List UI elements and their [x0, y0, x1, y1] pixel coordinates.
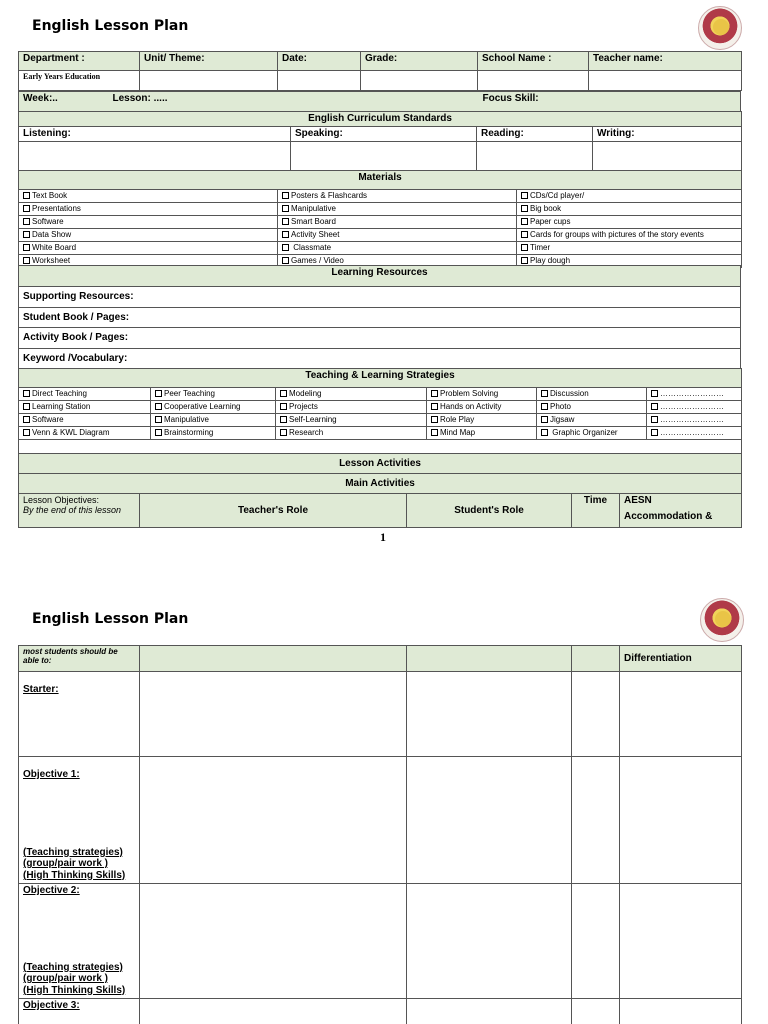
resources-table: [18, 265, 741, 369]
page-number: 1: [380, 530, 386, 544]
strategy-label: Self-Learning: [289, 415, 337, 424]
checkbox-icon[interactable]: [431, 429, 438, 436]
group-work-note: (group/pair work ): [23, 858, 108, 869]
objective-2-label: Objective 2:: [23, 885, 80, 896]
strategy-label: ……………………: [660, 389, 724, 398]
strategy-label: ……………………: [660, 402, 724, 411]
vocabulary-field[interactable]: Keyword /Vocabulary:: [19, 349, 741, 369]
checkbox-icon[interactable]: [521, 205, 528, 212]
checkbox-icon[interactable]: [521, 257, 528, 264]
strategy-checkbox[interactable]: [647, 427, 742, 440]
objective-3-teacher-field[interactable]: [140, 999, 407, 1024]
teacher-role-col: [140, 646, 407, 672]
material-label: Posters & Flashcards: [291, 191, 368, 200]
strategy-checkbox[interactable]: [537, 401, 647, 414]
reading-field[interactable]: [477, 141, 593, 171]
material-checkbox[interactable]: [517, 242, 742, 255]
strategy-checkbox[interactable]: [427, 427, 537, 440]
strategy-checkbox[interactable]: [151, 414, 276, 427]
objective-1-student-field[interactable]: [407, 757, 572, 884]
material-label: Cards for groups with pictures of the story events: [530, 230, 704, 239]
teaching-strategies-note: (Teaching strategies): [23, 846, 123, 858]
material-checkbox[interactable]: [19, 242, 278, 255]
material-checkbox[interactable]: [278, 229, 517, 242]
strategy-label: Software: [32, 415, 64, 424]
page-title-2: English Lesson Plan: [32, 611, 189, 627]
checkbox-icon[interactable]: [155, 403, 162, 410]
strategy-label: Problem Solving: [440, 389, 499, 398]
checkbox-icon[interactable]: [282, 205, 289, 212]
school-name-label: School Name :: [478, 52, 589, 71]
writing-field[interactable]: [593, 141, 742, 171]
curriculum-table: [18, 111, 742, 172]
checkbox-icon[interactable]: [23, 218, 30, 225]
strategy-label: Discussion: [550, 389, 589, 398]
lesson-header-table: [18, 51, 742, 91]
objective-3-time-field[interactable]: [572, 999, 620, 1024]
ministry-logo-icon: [700, 598, 744, 642]
lesson-objectives-label: Lesson Objectives:: [23, 495, 100, 505]
material-label: Timer: [530, 243, 551, 252]
material-checkbox[interactable]: [517, 216, 742, 229]
checkbox-icon[interactable]: [651, 403, 658, 410]
department-value[interactable]: Early Years Education: [19, 71, 140, 91]
unit-theme-label: Unit/ Theme:: [140, 52, 278, 71]
material-checkbox[interactable]: [517, 190, 742, 203]
checkbox-icon[interactable]: [23, 390, 30, 397]
objective-1-differentiation-field[interactable]: [620, 757, 742, 884]
checkbox-icon[interactable]: [282, 192, 289, 199]
focus-skill-label: Focus Skill:: [479, 92, 741, 112]
strategy-label: Jigsaw: [550, 415, 575, 424]
checkbox-icon[interactable]: [23, 192, 30, 199]
checkbox-icon[interactable]: [541, 429, 548, 436]
material-checkbox[interactable]: [278, 242, 517, 255]
strategy-label: Manipulative: [164, 415, 209, 424]
department-label: Department :: [19, 52, 140, 71]
material-label: Big book: [530, 204, 562, 213]
main-activities-title: Main Activities: [19, 474, 742, 494]
checkbox-icon[interactable]: [155, 429, 162, 436]
starter-teacher-field[interactable]: [140, 672, 407, 757]
material-label: Classmate: [291, 243, 332, 252]
materials-title: Materials: [19, 171, 742, 190]
strategy-label: Modeling: [289, 389, 322, 398]
unit-theme-field[interactable]: [140, 71, 278, 91]
student-book-field[interactable]: Student Book / Pages:: [19, 308, 741, 328]
objective-3-label: Objective 3:: [23, 1000, 80, 1011]
material-label: Activity Sheet: [291, 230, 340, 239]
material-checkbox[interactable]: [19, 216, 278, 229]
objective-3-student-field[interactable]: [407, 999, 572, 1024]
material-checkbox[interactable]: [278, 203, 517, 216]
objective-2-differentiation-field[interactable]: [620, 884, 742, 999]
strategy-label: Venn & KWL Diagram: [32, 428, 110, 437]
accommodation-label: Accommodation &: [624, 510, 713, 522]
material-label: Paper cups: [530, 217, 571, 226]
material-label: Software: [32, 217, 64, 226]
strategy-label: ……………………: [660, 428, 724, 437]
objective-2-teacher-field[interactable]: [140, 884, 407, 999]
school-name-field[interactable]: [478, 71, 589, 91]
checkbox-icon[interactable]: [282, 257, 289, 264]
objective-1-cell: [19, 757, 140, 884]
material-checkbox[interactable]: [19, 229, 278, 242]
page-title: English Lesson Plan: [32, 18, 189, 34]
strategy-label: Peer Teaching: [164, 389, 215, 398]
starter-time-field[interactable]: [572, 672, 620, 757]
aesn-label: AESN: [624, 495, 652, 506]
checkbox-icon[interactable]: [23, 205, 30, 212]
strategy-checkbox[interactable]: [537, 388, 647, 401]
strategy-checkbox[interactable]: [19, 414, 151, 427]
strategy-label: Research: [289, 428, 324, 437]
checkbox-icon[interactable]: [431, 390, 438, 397]
strategy-label: Projects: [289, 402, 318, 411]
teaching-strategies-note: (Teaching strategies): [23, 961, 123, 973]
activity-book-field[interactable]: Activity Book / Pages:: [19, 328, 741, 349]
strategy-checkbox[interactable]: [151, 401, 276, 414]
strategy-checkbox[interactable]: [537, 414, 647, 427]
week-row-table: [18, 91, 741, 112]
material-label: Worksheet: [32, 256, 71, 265]
checkbox-icon[interactable]: [280, 390, 287, 397]
strategy-checkbox[interactable]: [427, 401, 537, 414]
strategy-checkbox[interactable]: [276, 401, 427, 414]
student-role-header: Student's Role: [407, 494, 572, 528]
starter-student-field[interactable]: [407, 672, 572, 757]
strategy-checkbox[interactable]: [427, 388, 537, 401]
material-checkbox[interactable]: [19, 190, 278, 203]
strategy-label: Mind Map: [440, 428, 476, 437]
checkbox-icon[interactable]: [431, 416, 438, 423]
lesson-objectives-sub: By the end of this lesson: [23, 505, 122, 516]
checkbox-icon[interactable]: [651, 429, 658, 436]
strategy-checkbox[interactable]: [151, 388, 276, 401]
resources-title: Learning Resources: [19, 266, 741, 287]
checkbox-icon[interactable]: [541, 390, 548, 397]
material-checkbox[interactable]: [278, 190, 517, 203]
checkbox-icon[interactable]: [541, 403, 548, 410]
strategy-checkbox[interactable]: [427, 414, 537, 427]
differentiation-header: Differentiation: [620, 646, 742, 672]
material-label: White Board: [32, 243, 77, 252]
starter-differentiation-field[interactable]: [620, 672, 742, 757]
checkbox-icon[interactable]: [521, 218, 528, 225]
checkbox-icon[interactable]: [155, 390, 162, 397]
objective-1-time-field[interactable]: [572, 757, 620, 884]
strategy-label: Graphic Organizer: [550, 428, 618, 437]
lesson-activities-title: Lesson Activities: [19, 454, 742, 474]
objective-2-time-field[interactable]: [572, 884, 620, 999]
objective-1-label: Objective 1:: [23, 769, 80, 780]
date-field[interactable]: [278, 71, 361, 91]
material-checkbox[interactable]: [19, 203, 278, 216]
material-label: Presentations: [32, 204, 81, 213]
week-label: Week:..: [19, 92, 109, 112]
strategy-checkbox[interactable]: [19, 427, 151, 440]
checkbox-icon[interactable]: [521, 192, 528, 199]
strategy-label: Direct Teaching: [32, 389, 87, 398]
material-checkbox[interactable]: [278, 216, 517, 229]
material-checkbox[interactable]: [517, 203, 742, 216]
strategy-checkbox[interactable]: [537, 427, 647, 440]
speaking-field[interactable]: [291, 141, 477, 171]
time-header: Time: [572, 494, 620, 528]
checkbox-icon[interactable]: [541, 416, 548, 423]
material-checkbox[interactable]: [517, 229, 742, 242]
activities-continued-table: [18, 645, 742, 1024]
grade-field[interactable]: [361, 71, 478, 91]
teacher-name-label: Teacher name:: [589, 52, 742, 71]
listening-field[interactable]: [19, 141, 291, 171]
date-label: Date:: [278, 52, 361, 71]
material-label: Play dough: [530, 256, 571, 265]
checkbox-icon[interactable]: [280, 403, 287, 410]
checkbox-icon[interactable]: [280, 416, 287, 423]
checkbox-icon[interactable]: [155, 416, 162, 423]
material-label: Manipulative: [291, 204, 336, 213]
strategy-checkbox[interactable]: [151, 427, 276, 440]
strategy-label: Brainstorming: [164, 428, 214, 437]
material-label: Games / Video: [291, 256, 344, 265]
strategy-label: Role Play: [440, 415, 475, 424]
starter-label: Starter:: [23, 684, 59, 695]
teacher-role-header: Teacher's Role: [140, 494, 407, 528]
strategy-label: Cooperative Learning: [164, 402, 241, 411]
strategy-checkbox[interactable]: [276, 414, 427, 427]
objective-2-student-field[interactable]: [407, 884, 572, 999]
strategy-checkbox[interactable]: [276, 427, 427, 440]
strategy-label: Learning Station: [32, 402, 91, 411]
checkbox-icon[interactable]: [23, 244, 30, 251]
checkbox-icon[interactable]: [651, 416, 658, 423]
checkbox-icon[interactable]: [651, 390, 658, 397]
checkbox-icon[interactable]: [280, 429, 287, 436]
strategy-label: ……………………: [660, 415, 724, 424]
strategy-checkbox[interactable]: [19, 388, 151, 401]
writing-label: Writing:: [593, 127, 742, 142]
teacher-name-field[interactable]: [589, 71, 742, 91]
material-label: Text Book: [32, 191, 68, 200]
lesson-objectives-header: [19, 494, 140, 528]
checkbox-icon[interactable]: [282, 231, 289, 238]
strategy-checkbox[interactable]: [647, 414, 742, 427]
strategy-label: Photo: [550, 402, 571, 411]
aesn-header: [620, 494, 742, 528]
material-label: CDs/Cd player/: [530, 191, 585, 200]
material-label: Smart Board: [291, 217, 336, 226]
checkbox-icon[interactable]: [282, 244, 289, 251]
strategy-checkbox[interactable]: [647, 401, 742, 414]
grade-label: Grade:: [361, 52, 478, 71]
objective-2-cell: [19, 884, 140, 999]
supporting-resources-field[interactable]: Supporting Resources:: [19, 287, 741, 308]
checkbox-icon[interactable]: [23, 403, 30, 410]
curriculum-title: English Curriculum Standards: [19, 112, 742, 127]
strategy-checkbox[interactable]: [276, 388, 427, 401]
checkbox-icon[interactable]: [431, 403, 438, 410]
reading-label: Reading:: [477, 127, 593, 142]
listening-label: Listening:: [19, 127, 291, 142]
lesson-label: Lesson: .....: [109, 92, 479, 112]
checkbox-icon[interactable]: [282, 218, 289, 225]
strategies-table: [18, 368, 742, 456]
checkbox-icon[interactable]: [23, 416, 30, 423]
objective-1-teacher-field[interactable]: [140, 757, 407, 884]
thinking-skills-note: (High Thinking Skills): [23, 984, 126, 996]
objective-3-differentiation-field[interactable]: [620, 999, 742, 1024]
thinking-skills-note: (High Thinking Skills): [23, 869, 126, 881]
objectives-continued-text: most students should be able to:: [19, 646, 140, 672]
speaking-label: Speaking:: [291, 127, 477, 142]
activities-table: [18, 453, 742, 528]
materials-table: [18, 170, 742, 268]
strategies-title: Teaching & Learning Strategies: [19, 369, 742, 388]
objective-3-cell: [19, 999, 140, 1024]
time-col: [572, 646, 620, 672]
group-work-note: (group/pair work ): [23, 973, 108, 984]
strategy-label: Hands on Activity: [440, 402, 502, 411]
checkbox-icon[interactable]: [521, 244, 528, 251]
ministry-logo-icon: [698, 6, 742, 50]
student-role-col: [407, 646, 572, 672]
strategy-checkbox[interactable]: [647, 388, 742, 401]
strategy-checkbox[interactable]: [19, 401, 151, 414]
starter-cell: [19, 672, 140, 757]
checkbox-icon[interactable]: [521, 231, 528, 238]
checkbox-icon[interactable]: [23, 429, 30, 436]
checkbox-icon[interactable]: [23, 231, 30, 238]
checkbox-icon[interactable]: [23, 257, 30, 264]
material-label: Data Show: [32, 230, 72, 239]
